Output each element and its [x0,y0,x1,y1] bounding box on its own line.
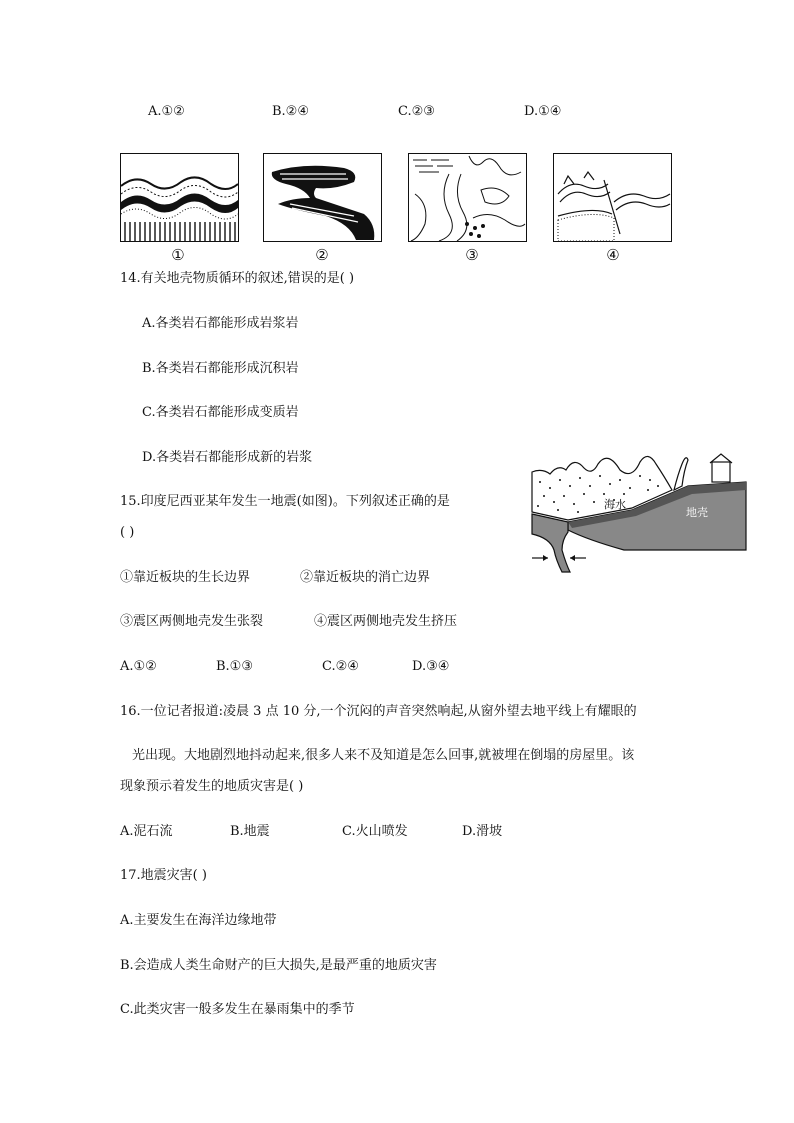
fault-figure [553,153,672,242]
q16-stem-line1: 16.一位记者报道:凌晨 3 点 10 分,一个沉闷的声音突然响起,从窗外望去地平线上有耀眼的 [120,704,637,719]
q16-stem-line3: 现象预示着发生的地质灾害是( ) [120,779,304,794]
q13-option-a: A.①② [148,104,185,119]
q15-stem: 15.印度尼西亚某年发生一地震(如图)。下列叙述正确的是 [120,494,450,509]
figure-label-4: ④ [606,246,620,264]
q17-option-c: C.此类灾害一般多发生在暴雨集中的季节 [120,1002,355,1017]
q14-option-b: B.各类岩石都能形成沉积岩 [142,361,299,376]
figure-label-3: ③ [465,246,479,264]
q13-option-d: D.①④ [524,104,562,119]
sea-water-label: 海水 [604,498,626,511]
earthquake-figure [528,450,748,579]
q17-option-b: B.会造成人类生命财产的巨大损失,是最严重的地质灾害 [120,958,437,973]
volcano-figure [263,153,382,242]
q16-option-b: B.地震 [230,824,270,839]
q15-option-c: C.②④ [322,659,359,674]
q15-statement-1: ①靠近板块的生长边界 [120,570,251,585]
crust-label: 地壳 [686,506,708,519]
q16-option-d: D.滑坡 [462,824,503,839]
q14-stem: 14.有关地壳物质循环的叙述,错误的是( ) [120,271,355,286]
q16-option-a: A.泥石流 [120,824,173,839]
q15-statement-4: ④震区两侧地壳发生挤压 [314,614,458,629]
river-landform-figure [408,153,527,242]
q15-statement-2: ②靠近板块的消亡边界 [300,570,431,585]
figure-label-1: ① [171,246,185,264]
q15-option-d: D.③④ [412,659,450,674]
q14-option-a: A.各类岩石都能形成岩浆岩 [142,316,299,331]
q17-stem: 17.地震灾害( ) [120,868,207,883]
q15-option-b: B.①③ [216,659,253,674]
q15-option-a: A.①② [120,659,157,674]
q15-stem-cont: ( ) [120,525,135,540]
q16-stem-line2: 光出现。大地剧烈地抖动起来,很多人来不及知道是怎么回事,就被埋在倒塌的房屋里。该 [132,748,635,763]
q13-option-b: B.②④ [272,104,309,119]
figure-label-2: ② [315,246,329,264]
rock-fold-figure [120,153,239,242]
q13-option-c: C.②③ [398,104,435,119]
q14-option-c: C.各类岩石都能形成变质岩 [142,405,299,420]
q14-option-d: D.各类岩石都能形成新的岩浆 [142,450,313,465]
q15-statement-3: ③震区两侧地壳发生张裂 [120,614,264,629]
q16-option-c: C.火山喷发 [342,824,408,839]
q17-option-a: A.主要发生在海洋边缘地带 [120,913,277,928]
